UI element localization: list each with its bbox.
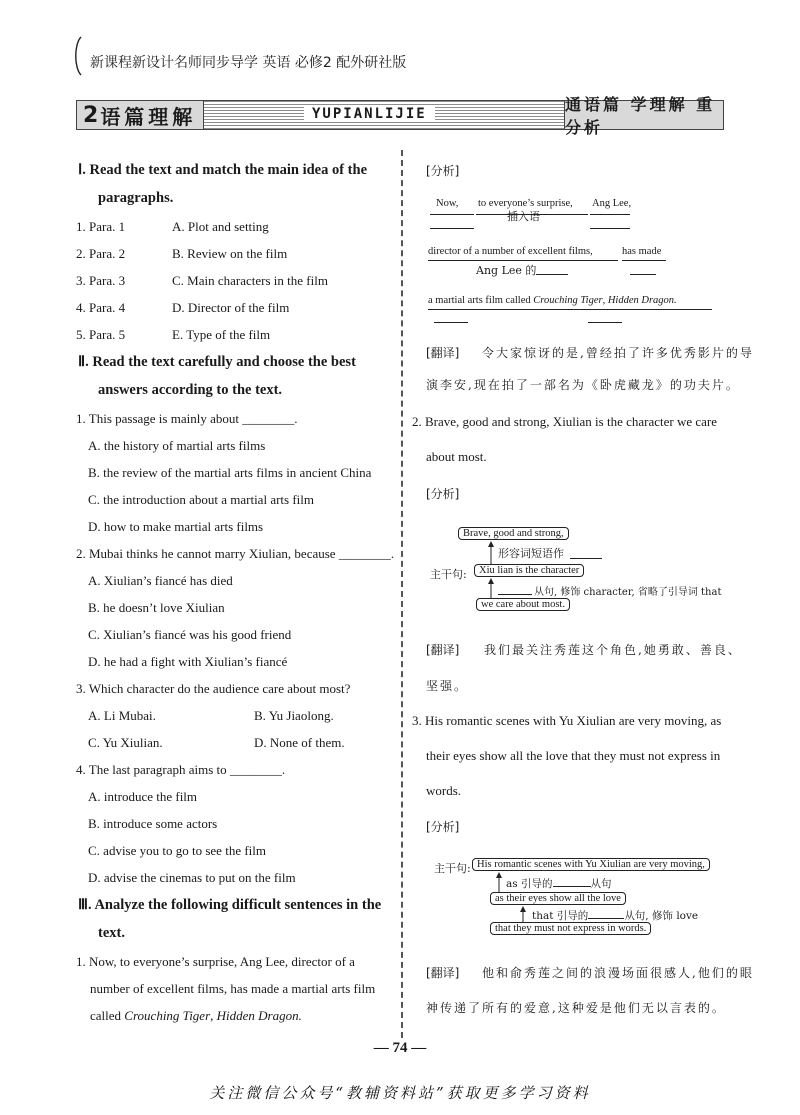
banner-right: 通语篇 学理解 重分析 (564, 100, 724, 130)
a1-underline-director (428, 260, 618, 261)
match-para-5: 5. Para. 5 (76, 327, 126, 342)
question-2-stem: 2. Mubai thinks he cannot marry Xiulian, because ________. (76, 546, 395, 561)
question-2-option-a: A. Xiulian’s fiancé has died (88, 573, 233, 588)
a2-box-xiulian: Xiu lian is the character (474, 564, 584, 577)
match-idea-e: E. Type of the film (172, 327, 271, 342)
question-1-stem: 1. This passage is mainly about ________. (76, 411, 298, 426)
a1-blank-5 (434, 322, 468, 323)
match-idea-a: A. Plot and setting (172, 219, 269, 234)
section1-title: Ⅰ. Read the text and match the main idea of the (78, 162, 368, 178)
a1-underline-now (430, 214, 474, 215)
a2-arrow-1 (486, 541, 496, 565)
a1-blank-2 (590, 228, 630, 229)
sentence-1-line-2: number of excellent films, has made a martial arts film (90, 981, 376, 996)
translation-tag-3: [翻译] (426, 966, 460, 980)
a3-translation-line-2: 神传递了所有的爱意,这种爱是他们无以言表的。 (426, 1001, 726, 1015)
translation-tag-2: [翻译] (426, 643, 460, 657)
a2-arrow-2 (486, 578, 496, 600)
question-4-option-c: C. advise you to go to see the film (88, 843, 267, 858)
a3-note-as: as 引导的 从句 (506, 878, 612, 890)
a3-box-words: that they must not express in words. (490, 922, 651, 935)
a1-martial: a martial arts film called Crouching Tiger, Hidden Dragon. (428, 295, 677, 306)
a2-note-adj: 形容词短语作 (498, 547, 564, 560)
a2-translation-line-1: 我们最关注秀莲这个角色,她勇敢、善良、 (484, 643, 742, 657)
a1-blank-1 (430, 228, 474, 229)
a1-director: director of a number of excellent films, (428, 246, 593, 257)
sentence-1-line-1: 1. Now, to everyone’s surprise, Ang Lee, director of a (76, 954, 355, 969)
question-2-option-b: B. he doesn’t love Xiulian (88, 600, 225, 615)
translation-tag-1: [翻译] (426, 346, 460, 360)
question-1-option-b: B. the review of the martial arts films in ancient China (88, 465, 372, 480)
question-3-stem: 3. Which character do the audience care about most? (76, 681, 351, 696)
question-3-option-b: B. Yu Jiaolong. (254, 708, 334, 723)
a2-translation-line-2: 坚强。 (426, 679, 469, 693)
a1-now: Now, (436, 198, 459, 209)
a2-note-clause: 从句, 修饰 character, 省略了引导词 that (534, 587, 722, 598)
a1-note-insert: 插入语 (507, 210, 540, 223)
analysis-tag-1: [分析] (426, 164, 460, 178)
section1-title-cont: paragraphs. (98, 190, 174, 206)
a2-blank-2 (498, 594, 532, 595)
section2-title: Ⅱ. Read the text carefully and choose the best (78, 354, 356, 370)
question-4-option-d: D. advise the cinemas to put on the film (88, 870, 296, 885)
banner-pinyin: YUPIANLIJIE (304, 106, 435, 122)
a1-blank-6 (588, 322, 622, 323)
a1-underline-martial (428, 309, 712, 310)
match-para-1: 1. Para. 1 (76, 219, 126, 234)
a1-blank-4 (630, 274, 656, 275)
sentence-3-line-2: their eyes show all the love that they must not express in (426, 748, 721, 763)
a1-surprise: to everyone’s surprise, (478, 198, 573, 209)
page-number: — 74 — (373, 1040, 427, 1056)
banner-left (76, 100, 204, 130)
a2-box-wecare: we care about most. (476, 598, 570, 611)
sentence-3-line-1: 3. His romantic scenes with Yu Xiulian are very moving, as (412, 713, 722, 728)
a3-main-label: 主干句: (434, 862, 471, 875)
question-3-option-a: A. Li Mubai. (88, 708, 156, 723)
banner-stripes (204, 100, 564, 130)
a1-underline-hasmade (622, 260, 666, 261)
question-2-option-c: C. Xiulian’s fiancé was his good friend (88, 627, 292, 642)
question-2-option-d: D. he had a fight with Xiulian’s fiancé (88, 654, 288, 669)
a3-note-that: that 引导的 从句, 修饰 love (532, 910, 699, 922)
header-brace-icon (72, 36, 84, 76)
match-idea-b: B. Review on the film (172, 246, 288, 261)
column-divider (401, 150, 403, 1038)
match-idea-d: D. Director of the film (172, 300, 290, 315)
question-1-option-a: A. the history of martial arts films (88, 438, 266, 453)
match-idea-c: C. Main characters in the film (172, 273, 328, 288)
match-para-4: 4. Para. 4 (76, 300, 126, 315)
section2-title-cont: answers according to the text. (98, 382, 283, 398)
sentence-2-line-1: 2. Brave, good and strong, Xiulian is the character we care (412, 414, 718, 429)
question-1-option-d: D. how to make martial arts films (88, 519, 264, 534)
header-title: 新课程新设计名师同步导学 英语 必修2 配外研社版 (90, 55, 407, 71)
a2-blank-1 (570, 558, 602, 559)
banner-label: 语篇理解 (100, 104, 197, 129)
a3-translation-line-1: 他和俞秀莲之间的浪漫场面很感人,他们的眼 (482, 966, 754, 980)
sentence-2-line-2: about most. (426, 449, 487, 464)
a3-box-eyes: as their eyes show all the love (490, 892, 626, 905)
banner-number: 2 (83, 102, 99, 128)
a1-anglee: Ang Lee, (592, 198, 632, 209)
section-banner (76, 95, 724, 137)
a3-arrow-1 (494, 872, 504, 894)
section3-title: Ⅲ. Analyze the following difficult sentences in the (78, 897, 382, 913)
match-para-3: 3. Para. 3 (76, 273, 126, 288)
a1-underline-anglee (590, 214, 630, 215)
match-para-2: 2. Para. 2 (76, 246, 126, 261)
a1-note-anglee: Ang Lee 的 (476, 264, 537, 277)
question-4-option-a: A. introduce the film (88, 789, 198, 804)
sentence-3-line-3: words. (426, 783, 462, 798)
question-3-option-c: C. Yu Xiulian. (88, 735, 163, 750)
question-4-option-b: B. introduce some actors (88, 816, 218, 831)
a2-box-brave: Brave, good and strong, (458, 527, 569, 540)
a3-box-scenes: His romantic scenes with Yu Xiulian are very moving, (472, 858, 710, 871)
question-4-stem: 4. The last paragraph aims to ________. (76, 762, 286, 777)
footer-handwritten-note: 关注微信公众号“教辅资料站”获取更多学习资料 (209, 1084, 591, 1102)
question-1-option-c: C. the introduction about a martial arts film (88, 492, 315, 507)
analysis-tag-2: [分析] (426, 487, 460, 501)
a1-blank-3 (536, 274, 568, 275)
a1-translation-line-2: 演李安,现在拍了一部名为《卧虎藏龙》的功夫片。 (426, 378, 740, 392)
analysis-tag-3: [分析] (426, 820, 460, 834)
a2-main-label: 主干句: (430, 568, 467, 581)
section3-title-cont: text. (98, 925, 125, 941)
a1-hasmade: has made (622, 246, 662, 257)
a1-translation-line-1: 令大家惊讶的是,曾经拍了许多优秀影片的导 (482, 346, 754, 360)
question-3-option-d: D. None of them. (254, 735, 345, 750)
sentence-1-line-3: called Crouching Tiger, Hidden Dragon. (90, 1008, 302, 1023)
